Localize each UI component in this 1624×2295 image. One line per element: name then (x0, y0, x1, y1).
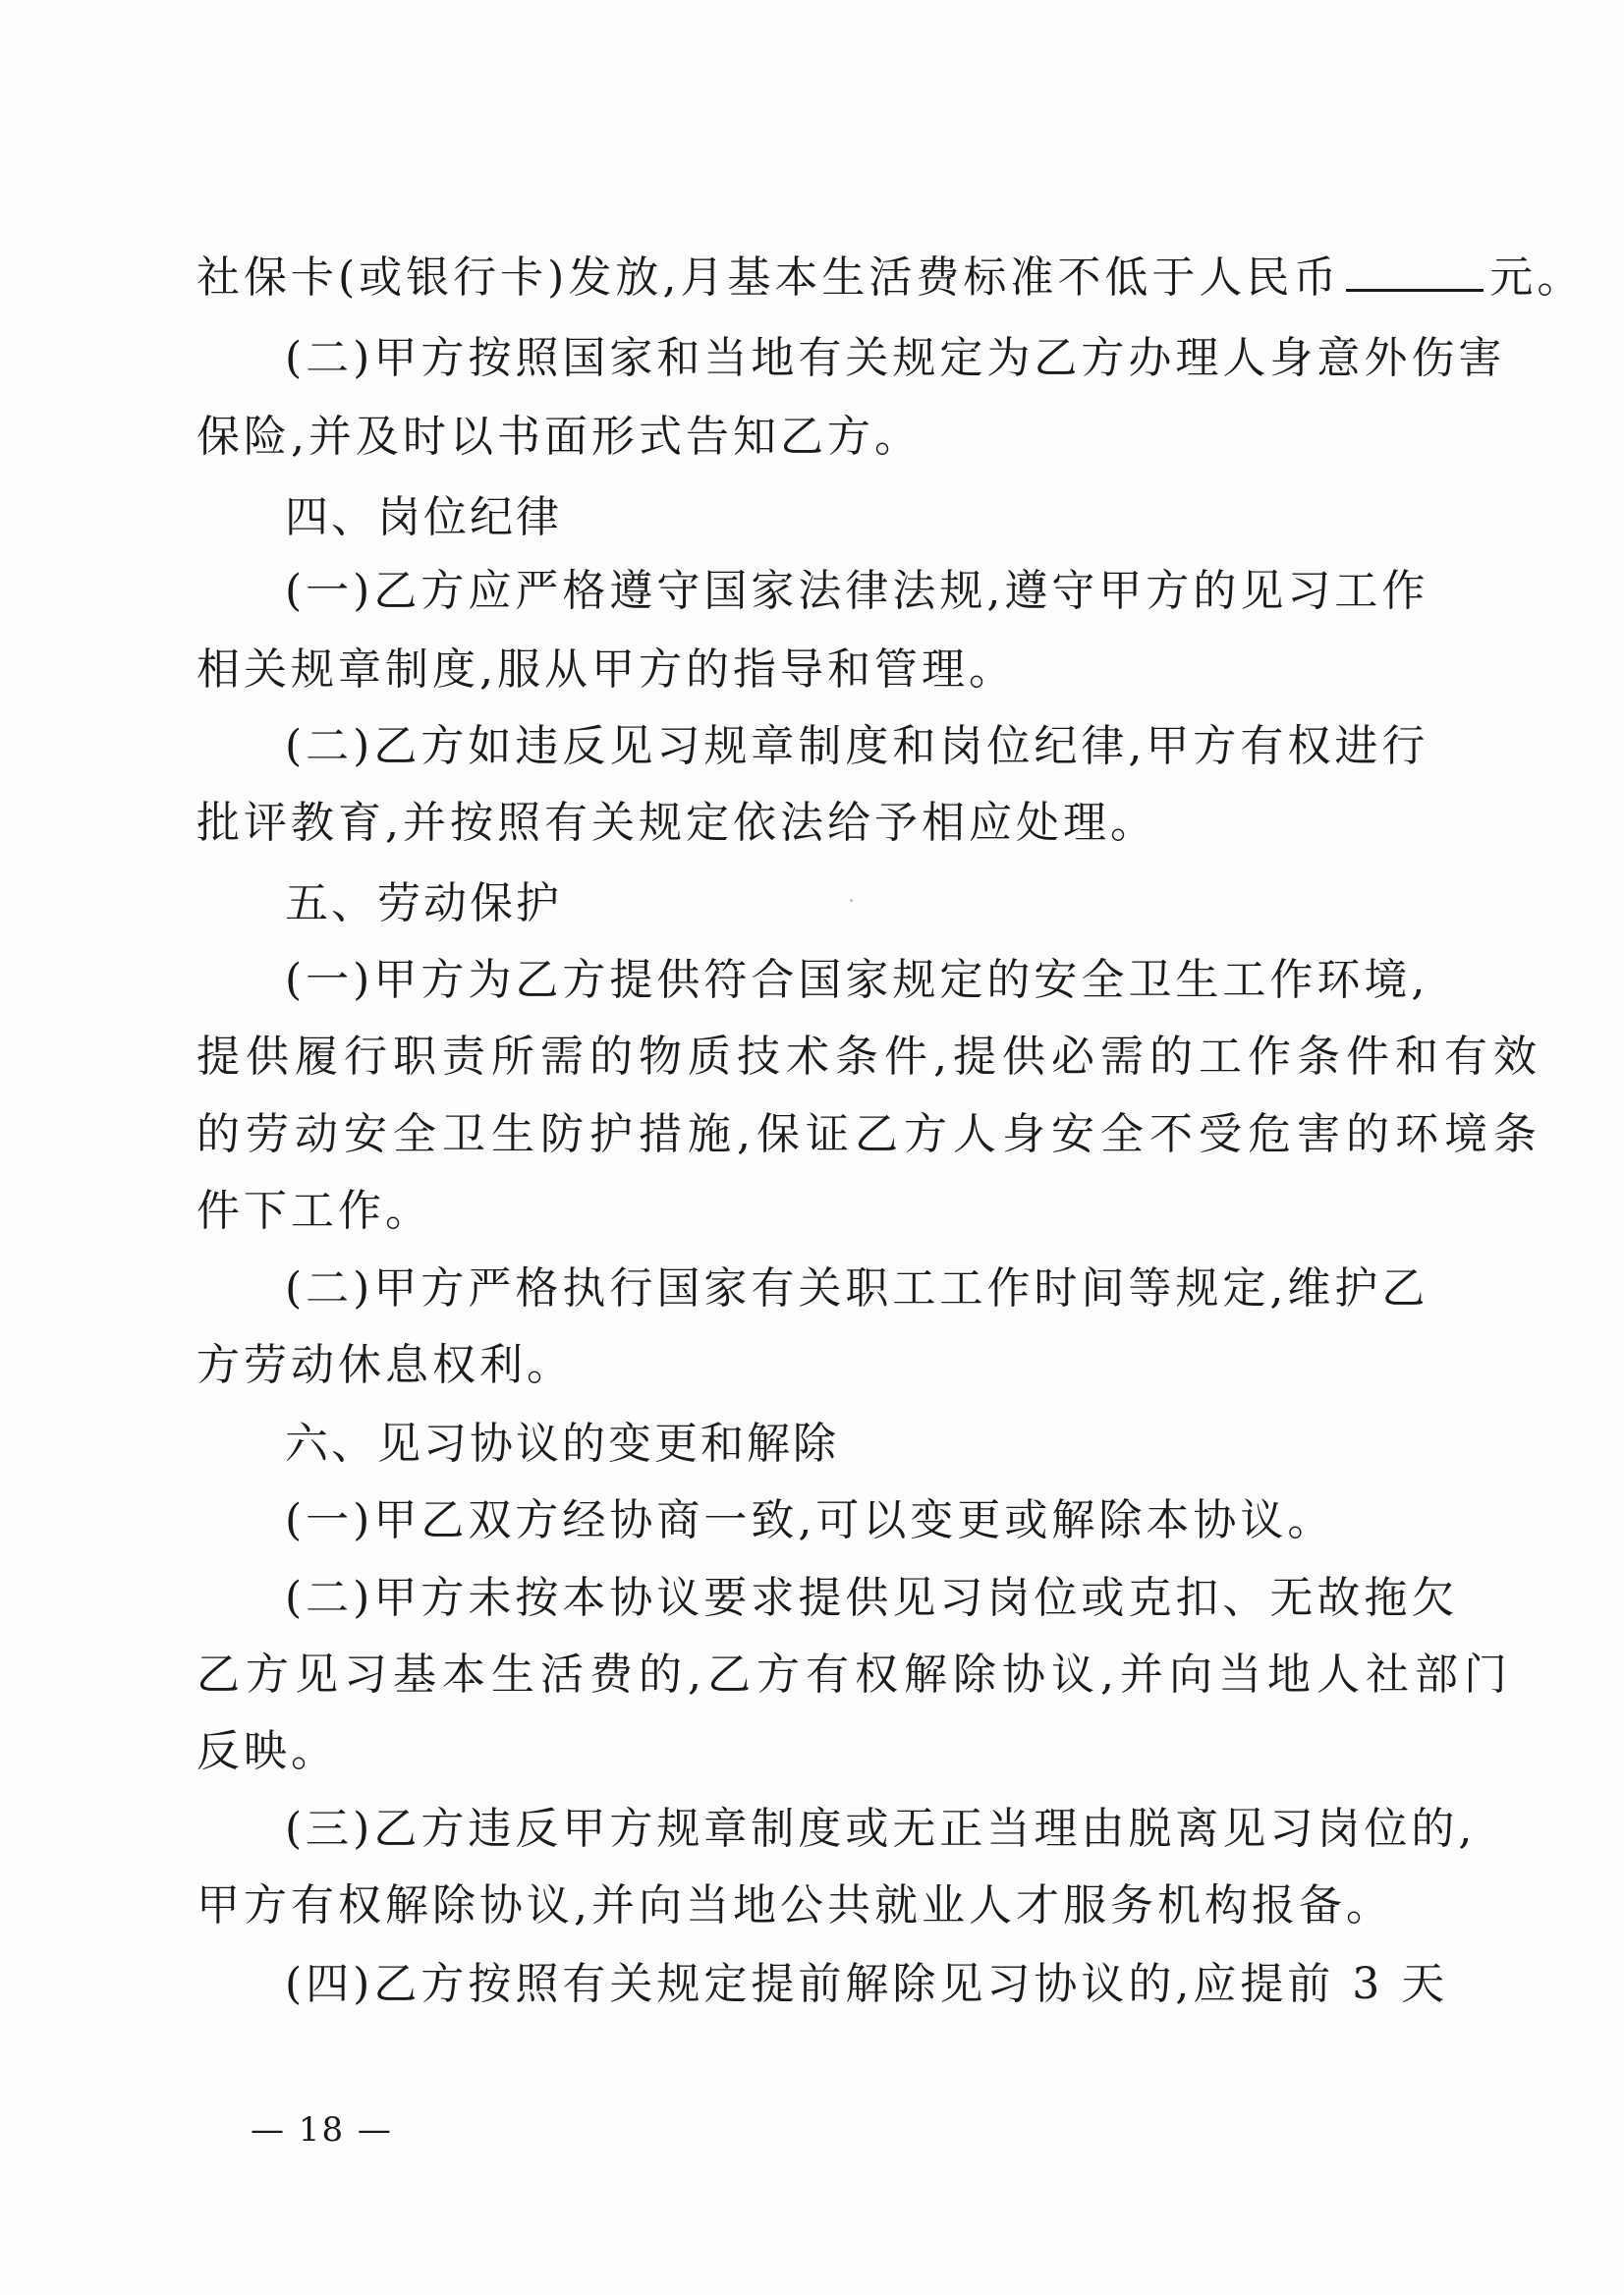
text-line-1 (196, 246, 1585, 305)
text-line-20: 反映。 (196, 1726, 338, 1776)
scan-speck (850, 899, 853, 902)
text-line-10: (一)甲方为乙方提供符合国家规定的安全卫生工作环境, (285, 955, 1429, 1005)
text-line-15: 方劳动休息权利。 (196, 1340, 574, 1390)
text-line-1-part-b: 元。 (1489, 252, 1585, 303)
text-line-5: (一)乙方应严格遵守国家法律法规,遵守甲方的见习工作 (285, 566, 1429, 616)
text-line-3: 保险,并及时以书面形式告知乙方。 (196, 412, 922, 462)
page-number: — 18 — (251, 2110, 393, 2150)
text-line-23: (四)乙方按照有关规定提前解除见习协议的,应提前 3 天 (285, 1959, 1449, 2009)
section-heading-6: 六、见习协议的变更和解除 (285, 1419, 839, 1469)
text-line-11: 提供履行职责所需的物质技术条件,提供必需的工作条件和有效 (196, 1032, 1542, 1082)
text-line-6: 相关规章制度,服从甲方的指导和管理。 (196, 644, 1016, 695)
section-heading-5: 五、劳动保护 (285, 878, 562, 928)
text-line-14: (二)甲方严格执行国家有关职工工作时间等规定,维护乙 (285, 1263, 1429, 1314)
text-line-13: 件下工作。 (196, 1186, 432, 1236)
text-line-17: (一)甲乙双方经协商一致,可以变更或解除本协议。 (285, 1495, 1335, 1545)
text-line-7: (二)乙方如违反见习规章制度和岗位纪律,甲方有权进行 (285, 721, 1429, 771)
text-line-21: (三)乙方违反甲方规章制度或无正当理由脱离见习岗位的, (285, 1804, 1477, 1854)
text-line-2: (二)甲方按照国家和当地有关规定为乙方办理人身意外伤害 (285, 333, 1506, 383)
text-line-19: 乙方见习基本生活费的,乙方有权解除协议,并向当地人社部门 (196, 1650, 1513, 1700)
text-line-22: 甲方有权解除协议,并向当地公共就业人才服务机构报备。 (196, 1880, 1393, 1931)
text-line-18: (二)甲方未按本协议要求提供见习岗位或克扣、无故拖欠 (285, 1573, 1459, 1623)
text-line-12: 的劳动安全卫生防护措施,保证乙方人身安全不受危害的环境条 (196, 1109, 1542, 1159)
amount-blank-field (1346, 246, 1484, 292)
section-heading-4: 四、岗位纪律 (285, 492, 562, 542)
text-line-1-part-a: 社保卡(或银行卡)发放,月基本生活费标准不低于人民币 (196, 252, 1341, 303)
text-line-8: 批评教育,并按照有关规定依法给予相应处理。 (196, 798, 1157, 848)
